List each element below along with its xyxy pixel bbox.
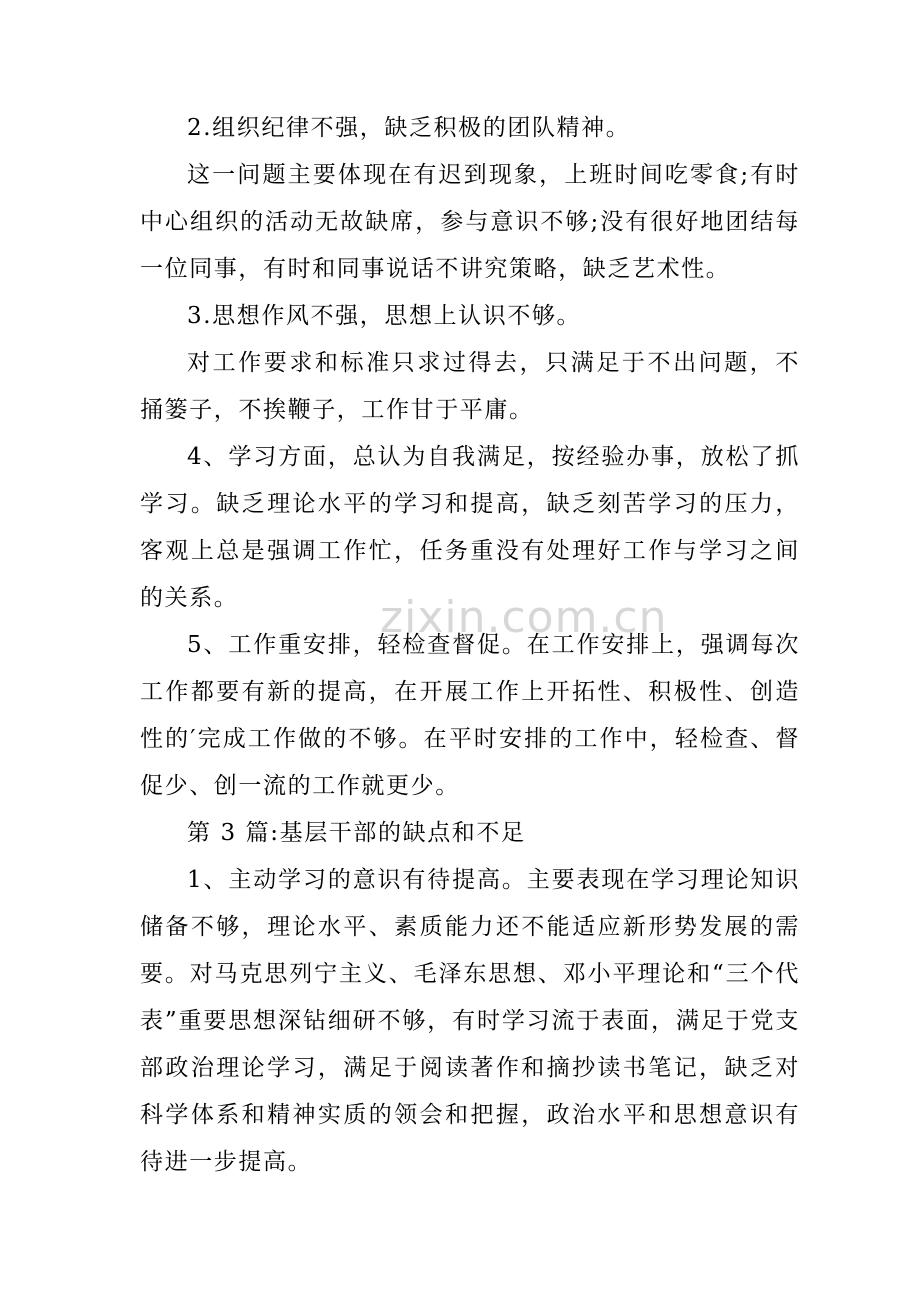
- paragraph: 4、学习方面，总认为自我满足，按经验办事，放松了抓学习。缺乏理论水平的学习和提高，缺乏刻苦学习的压力，客观上总是强调工作忙，任务重没有处理好工作与学习之间的关系。: [140, 444, 800, 611]
- paragraph: 这一问题主要体现在有迟到现象，上班时间吃零食;有时中心组织的活动无故缺席，参与意识不够;没有很好地团结每一位同事，有时和同事说话不讲究策略，缺乏艺术性。: [140, 162, 800, 282]
- paragraph: 5、工作重安排，轻检查督促。在工作安排上，强调每次工作都要有新的提高，在开展工作上开拓性、积极性、创造性的′完成工作做的不够。在平时安排的工作中，轻检查、督促少、创一流的工作就更少。: [140, 632, 800, 799]
- paragraph-heading-3: 3.思想作风不强，思想上认识不够。: [187, 303, 582, 329]
- watermark: zixin.com.cn: [380, 592, 668, 643]
- paragraph: 1、主动学习的意识有待提高。主要表现在学习理论知识储备不够，理论水平、素质能力还不能适应新形势发展的需要。对马克思列宁主义、毛泽东思想、邓小平理论和“三个代表”重要思想深钻细研不够，有时学习流于表面，满足于党支部政治理论学习，满足于阅读著作和摘抄读书笔记，缺乏对科学体系和精神实质的领会和把握，政治水平和思想意识有待进一步提高。: [140, 867, 800, 1175]
- paragraph-heading-2: 2.组织纪律不强，缺乏积极的团队精神。: [187, 115, 631, 141]
- paragraph: 对工作要求和标准只求过得去，只满足于不出问题，不捅篓子，不挨鞭子，工作甘于平庸。: [140, 350, 800, 423]
- section-title: 第 3 篇:基层干部的缺点和不足: [187, 820, 526, 846]
- document-body: [140, 105, 800, 1186]
